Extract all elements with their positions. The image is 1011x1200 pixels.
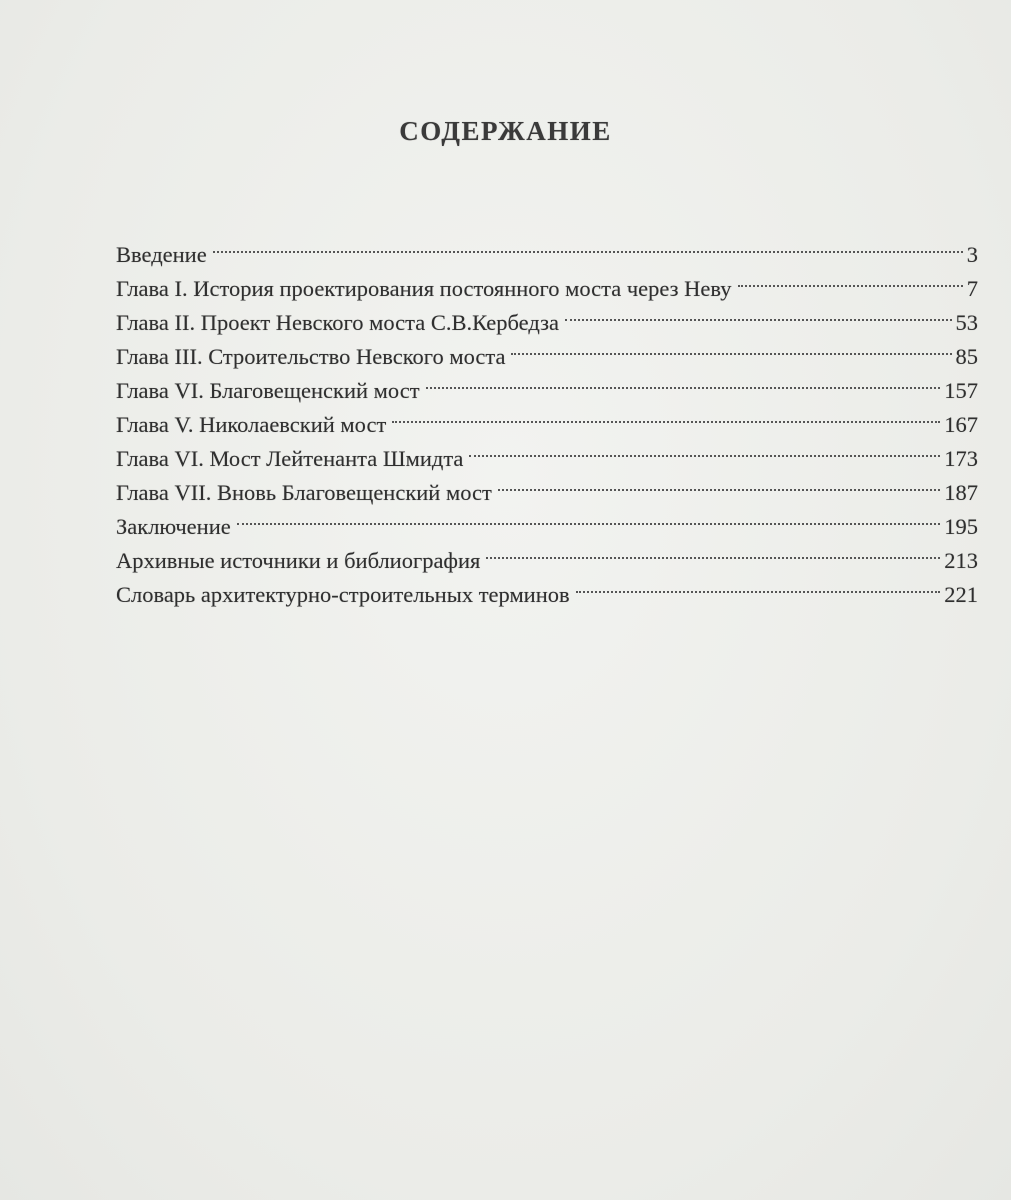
toc-entry-introduction [116, 228, 978, 267]
dot-leader [237, 500, 941, 534]
table-of-contents [116, 228, 978, 607]
toc-page-number: 221 [944, 582, 978, 607]
dot-leader [392, 398, 940, 432]
toc-entry-label: Архивные источники и библиография [116, 548, 481, 573]
toc-entry-conclusion [116, 500, 978, 539]
toc-page-number: 3 [966, 242, 978, 267]
toc-entry-label: Глава III. Строительство Невского моста [116, 344, 506, 369]
dot-leader [486, 534, 940, 568]
toc-page-number: 7 [966, 276, 978, 301]
dot-leader [498, 466, 940, 500]
toc-page-number: 167 [944, 412, 978, 437]
toc-page-number: 85 [955, 344, 978, 369]
toc-entry-bibliography [116, 534, 978, 573]
toc-page-number: 173 [944, 446, 978, 471]
dot-leader [426, 364, 941, 398]
toc-page-number: 53 [955, 310, 978, 335]
toc-entry-label: Заключение [116, 514, 231, 539]
toc-page-number: 213 [944, 548, 978, 573]
toc-entry-label: Глава VII. Вновь Благовещенский мост [116, 480, 492, 505]
dot-leader [469, 432, 940, 466]
toc-entry-label: Глава VI. Мост Лейтенанта Шмидта [116, 446, 464, 471]
toc-entry-label: Словарь архитектурно-строительных терминов [116, 582, 570, 607]
dot-leader [565, 296, 952, 330]
toc-page-number: 195 [944, 514, 978, 539]
dot-leader [213, 228, 963, 262]
dot-leader [576, 568, 941, 602]
page-title: СОДЕРЖАНИЕ [399, 116, 612, 146]
dot-leader [511, 330, 951, 364]
toc-entry-label: Глава VI. Благовещенский мост [116, 378, 420, 403]
toc-entry-label: Глава V. Николаевский мост [116, 412, 387, 437]
toc-entry-chapter-1 [116, 262, 978, 301]
toc-page-number: 157 [944, 378, 978, 403]
dot-leader [738, 262, 963, 296]
toc-entry-label: Глава I. История проектирования постоянного моста через Неву [116, 276, 732, 301]
toc-entry-label: Глава II. Проект Невского моста С.В.Кербедза [116, 310, 559, 335]
toc-page-number: 187 [944, 480, 978, 505]
toc-entry-label: Введение [116, 242, 207, 267]
